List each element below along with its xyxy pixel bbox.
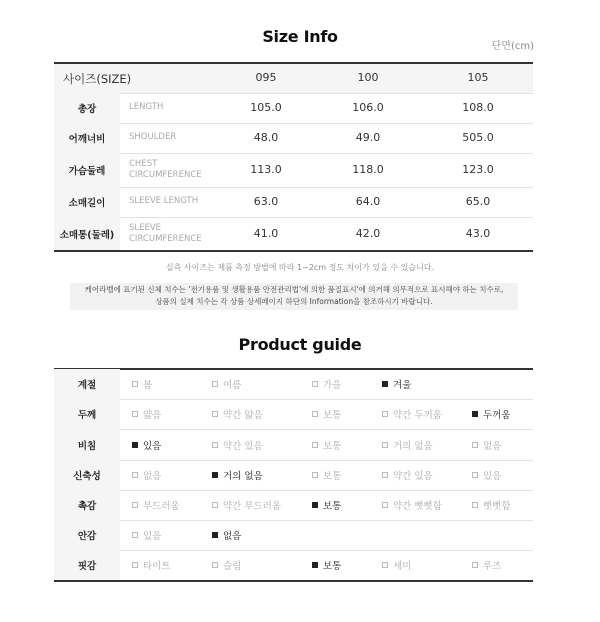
guide-option: [472, 407, 511, 421]
guide-option: [212, 558, 241, 572]
guide-row-divider: [54, 429, 533, 430]
guide-option-text: 겨울: [393, 380, 412, 392]
empty-box-icon: [132, 472, 138, 478]
guide-option: [382, 498, 442, 512]
guide-option-text: 없음: [143, 470, 162, 482]
size-row-eng-label: LENGTH: [129, 102, 164, 112]
guide-option-text: 부드러움: [143, 500, 180, 512]
size-header-divider: [54, 93, 533, 94]
guide-option-text: 보통: [323, 410, 342, 422]
checked-box-icon: [312, 562, 318, 568]
size-row-divider: [54, 153, 533, 154]
empty-box-icon: [132, 381, 138, 387]
size-value: 505.0: [462, 131, 494, 144]
guide-option: [132, 468, 161, 482]
guide-row-divider: [54, 399, 533, 400]
empty-box-icon: [382, 411, 388, 417]
guide-row-divider: [54, 550, 533, 551]
guide-row-label: 안감: [77, 531, 97, 543]
checked-box-icon: [132, 442, 138, 448]
size-row-eng-label: CHEST CIRCUMFERENCE: [129, 159, 202, 180]
guide-option: [212, 407, 263, 421]
empty-box-icon: [472, 502, 478, 508]
size-header-label: 사이즈(SIZE): [63, 72, 132, 86]
guide-option-text: 약간 얇음: [223, 410, 263, 422]
guide-row-divider: [54, 460, 533, 461]
guide-option-text: 약간 두꺼움: [393, 410, 442, 422]
guide-option-text: 여름: [223, 380, 242, 392]
guide-option: [382, 438, 433, 452]
empty-box-icon: [312, 411, 318, 417]
size-note: 실측 사이즈는 제품 측정 방법에 따라 1~2cm 정도 차이가 있을 수 있습니다.: [165, 263, 435, 272]
guide-option: [382, 407, 442, 421]
care-label-notice-line-2: 상품의 실제 치수는 각 상품 상세페이지 하단의 Information을 참조하시기 바랍니다.: [155, 297, 433, 306]
guide-option-text: 루즈: [483, 561, 502, 573]
empty-box-icon: [312, 442, 318, 448]
guide-option: [312, 498, 341, 512]
size-info-title: Size Info: [262, 27, 338, 46]
guide-option-text: 보통: [323, 561, 342, 573]
guide-option: [212, 468, 263, 482]
empty-box-icon: [472, 562, 478, 568]
guide-option-text: 보통: [323, 470, 342, 482]
guide-option-text: 두꺼움: [483, 410, 511, 422]
empty-box-icon: [212, 381, 218, 387]
guide-option: [472, 438, 501, 452]
checked-box-icon: [212, 472, 218, 478]
unit-label: 단면(cm): [491, 41, 534, 52]
size-row-label: 소매길이: [68, 198, 106, 209]
guide-row-divider: [54, 520, 533, 521]
size-value: 123.0: [462, 163, 494, 176]
guide-row-label: 촉감: [77, 500, 97, 512]
guide-option: [472, 498, 511, 512]
guide-option: [312, 377, 341, 391]
empty-box-icon: [132, 532, 138, 538]
size-row-divider: [54, 187, 533, 188]
guide-option: [212, 528, 241, 542]
empty-box-icon: [132, 411, 138, 417]
care-label-notice-line-1: 케어라벨에 표기된 신체 치수는 '전기용품 및 생활용품 안전관리법'에 의한 품질표시'에 의거해 의무적으로 표시해야 하는 치수로,: [84, 285, 504, 294]
size-row-eng-label: SHOULDER: [129, 132, 177, 142]
guide-option: [132, 558, 171, 572]
empty-box-icon: [312, 472, 318, 478]
empty-box-icon: [212, 411, 218, 417]
size-value: 43.0: [465, 226, 491, 240]
empty-box-icon: [312, 381, 318, 387]
size-row-label: 소매통(둘레): [59, 229, 115, 241]
size-row-label: 어깨너비: [68, 134, 106, 145]
guide-option: [382, 558, 411, 572]
size-header-100: 100: [357, 71, 379, 84]
guide-option-text: 약간 있음: [223, 440, 263, 452]
checked-box-icon: [382, 381, 388, 387]
guide-option-text: 봄: [143, 380, 153, 392]
guide-option-text: 보통: [323, 500, 342, 512]
guide-row-label: 비침: [77, 440, 97, 452]
checked-box-icon: [472, 411, 478, 417]
empty-box-icon: [212, 442, 218, 448]
care-label-notice: [70, 283, 518, 310]
guide-option: [132, 498, 180, 512]
guide-option: [382, 468, 433, 482]
empty-box-icon: [382, 472, 388, 478]
guide-option: [312, 407, 341, 421]
empty-box-icon: [382, 442, 388, 448]
empty-box-icon: [472, 472, 478, 478]
guide-row-label: 두께: [77, 410, 97, 422]
product-guide-title: Product guide: [238, 335, 362, 354]
size-value: 48.0: [253, 131, 279, 144]
guide-option: [312, 558, 341, 572]
guide-row-label: 신축성: [73, 470, 101, 482]
guide-option-text: 약간 뻣뻣함: [393, 500, 442, 512]
guide-option-text: 약간 부드러움: [223, 500, 282, 512]
empty-box-icon: [382, 502, 388, 508]
guide-option: [382, 377, 411, 391]
guide-option: [312, 438, 341, 452]
checked-box-icon: [312, 502, 318, 508]
guide-table-top-border: [54, 368, 533, 370]
checked-box-icon: [212, 532, 218, 538]
guide-option: [472, 558, 501, 572]
guide-option-text: 거의 없음: [223, 470, 263, 482]
guide-option: [312, 468, 341, 482]
size-value: 113.0: [250, 163, 282, 176]
guide-option-text: 슬림: [223, 561, 242, 573]
size-header-105: 105: [467, 71, 489, 84]
guide-row-label: 계절: [77, 380, 97, 392]
size-row-eng-label: SLEEVE CIRCUMFERENCE: [129, 222, 202, 244]
empty-box-icon: [382, 562, 388, 568]
size-row-label: 가슴둘레: [68, 166, 106, 177]
guide-row-divider: [54, 580, 533, 582]
guide-option-text: 보통: [323, 440, 342, 452]
size-value: 105.0: [250, 101, 282, 114]
guide-option-text: 있음: [483, 470, 502, 482]
guide-option-text: 뻣뻣함: [483, 500, 511, 512]
size-value: 64.0: [355, 195, 381, 208]
size-value: 65.0: [465, 195, 491, 208]
guide-option-text: 없음: [483, 440, 502, 452]
size-row-divider: [54, 217, 533, 218]
size-value: 118.0: [352, 163, 384, 176]
size-row-divider: [54, 250, 533, 252]
guide-option: [212, 438, 263, 452]
guide-option-text: 없음: [223, 531, 242, 543]
guide-option-text: 얇음: [143, 410, 162, 422]
guide-option-text: 가을: [323, 380, 342, 392]
size-row-eng-label: SLEEVE LENGTH: [129, 196, 199, 206]
size-value: 41.0: [253, 226, 279, 240]
empty-box-icon: [212, 502, 218, 508]
size-row-label: 총장: [77, 104, 97, 115]
guide-option: [132, 377, 152, 391]
size-value: 63.0: [253, 195, 279, 208]
guide-option: [472, 468, 501, 482]
guide-row-divider: [54, 490, 533, 491]
size-value: 108.0: [462, 101, 494, 114]
guide-option-text: 있음: [143, 440, 162, 452]
empty-box-icon: [472, 442, 478, 448]
guide-option: [132, 407, 161, 421]
size-value: 106.0: [352, 101, 384, 114]
guide-option-text: 타이트: [143, 561, 171, 573]
guide-option: [212, 498, 281, 512]
size-value: 42.0: [355, 226, 381, 240]
guide-option-text: 세미: [393, 561, 412, 573]
guide-option-text: 약간 있음: [393, 470, 433, 482]
empty-box-icon: [132, 502, 138, 508]
guide-row-label: 핏감: [77, 561, 97, 573]
empty-box-icon: [212, 562, 218, 568]
guide-option-text: 거의 없음: [393, 440, 433, 452]
size-value: 49.0: [355, 131, 381, 144]
size-table-top-border: [54, 62, 533, 64]
empty-box-icon: [132, 562, 138, 568]
guide-option: [212, 377, 241, 391]
guide-option-text: 있음: [143, 531, 162, 543]
guide-option: [132, 438, 161, 452]
guide-option: [132, 528, 161, 542]
size-header-095: 095: [255, 71, 277, 84]
size-row-divider: [54, 123, 533, 124]
